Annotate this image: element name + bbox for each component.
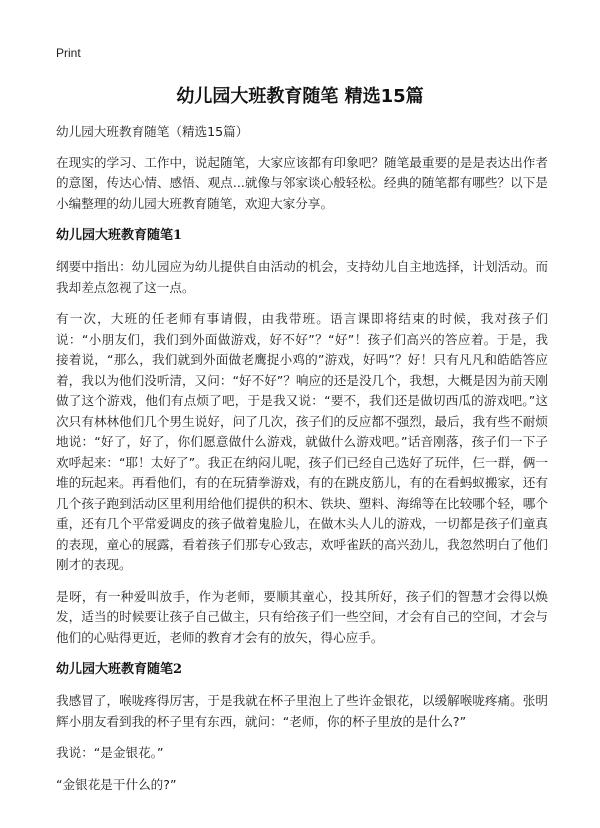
section-1-paragraph-2: 有一次，大班的任老师有事请假，由我带班。语言课即将结束的时候，我对孩子们说：“小朋友们，我们到外面做游戏，好不好”？“好”！孩子们高兴的答应着。于是，我接着说，“那么，我们就到外面做老鹰捉小鸡的”游戏，好吗”？好！只有凡凡和皓皓答应着，我以为他们没听清，又问：“好不好”？响应的还是没几个，我想，大概是因为前天刚做了这个游戏，他们有点烦了吧，于是我又说：“要不，我们还是做切西瓜的游戏吧。”这次只有林林他们几个男生说好，问了几次，孩子们的反应都不强烈，最后，我有些不耐烦地说：“好了，好了，你们愿意做什么游戏，就做什么游戏吧。”话音刚落，孩子们一下子欢呼起来：“耶！太好了”。我正在纳闷儿呢，孩子们已经自己选好了玩伴，仨一群，俩一堆的玩起来。再看他们，有的在玩猜拳游戏，有的在跳皮筋儿，有的在看蚂蚁搬家，还有几个孩子跑到活动区里利用给他们提供的积木、铁块、塑料、海绵等在比较哪个轻，哪个重，还有几个平常爱调皮的孩子做着鬼脸儿，在做木头人儿的游戏，一切都是孩子们童真的表现，童心的展露，看着孩子们那专心致志，欢呼雀跃的高兴劲儿，我忽然明白了他们刚才的表现。 xyxy=(56,311,548,572)
article-body xyxy=(56,122,548,806)
section-1-heading: 幼儿园大班教育随笔1 xyxy=(56,228,183,243)
section-2-paragraph-1: 我感冒了，喉咙疼得厉害，于是我就在杯子里泡上了些许金银花，以缓解喉咙疼痛。张明辉小朋友看到我的杯子里有东西，就问：“老师，你的杯子里放的是什么?” xyxy=(56,693,548,729)
section-2-heading: 幼儿园大班教育随笔2 xyxy=(56,662,183,677)
page-title: 幼儿园大班教育随笔 精选15篇 xyxy=(176,86,424,107)
section-2-paragraph-3: “金银花是干什么的?” xyxy=(56,776,177,792)
section-2-paragraph-2: 我说：“是金银花。” xyxy=(56,745,164,760)
print-link[interactable]: Print xyxy=(56,46,81,60)
section-1-paragraph-1: 纲要中指出：幼儿园应为幼儿提供自由活动的机会，支持幼儿自主地选择，计划活动。而我却差点忽视了这一点。 xyxy=(56,259,548,295)
intro-paragraph: 在现实的学习、工作中，说起随笔，大家应该都有印象吧？随笔最重要的是是表达出作者的意图，传达心情、感悟、观点...就像与邻家谈心般轻松。经典的随笔都有哪些？以下是小编整理的幼儿园大班教育随笔，欢迎大家分享。 xyxy=(56,154,548,211)
section-1-paragraph-3: 是呀，有一种爱叫放手，作为老师，要顺其童心，投其所好，孩子们的智慧才会得以焕发，适当的时候要让孩子自己做主，只有给孩子们一些空间，才会有自己的空间，才会与他们的心贴得更近，老师的教育才会有的放矢，得心应手。 xyxy=(56,588,548,645)
article-subtitle: 幼儿园大班教育随笔（精选15篇） xyxy=(56,124,249,139)
